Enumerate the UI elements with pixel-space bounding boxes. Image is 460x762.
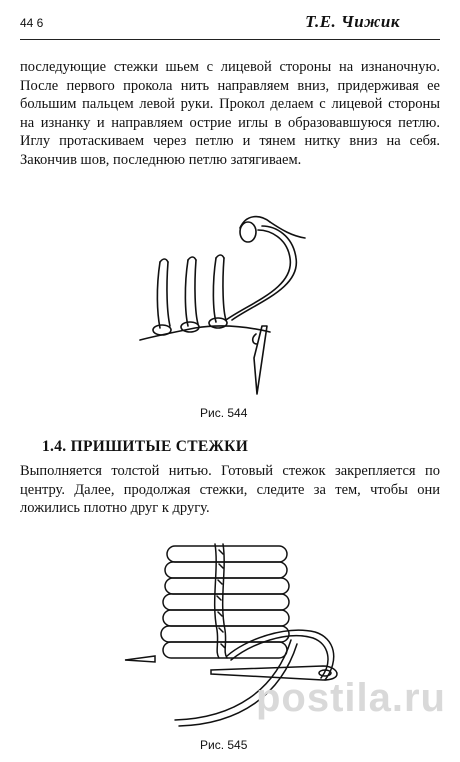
section-heading: 1.4. ПРИШИТЫЕ СТЕЖКИ [42, 438, 249, 455]
figure-544-illustration [120, 208, 320, 408]
page-number: 44 6 [20, 16, 44, 30]
watermark: postila.ru [255, 676, 446, 720]
body-paragraph-2: Выполняется толстой нитью. Готовый стежок закрепляется по центру. Далее, продолжая стежки, следите за тем, чтобы они ложились плотно друг к другу. [20, 463, 440, 516]
page-header [20, 10, 440, 38]
figure-545-caption: Рис. 545 [200, 738, 248, 752]
figure-544-caption: Рис. 544 [200, 406, 248, 420]
running-title: Т.Е. Чижик [305, 12, 400, 31]
header-rule [20, 39, 440, 40]
body-paragraph-1: последующие стежки шьем с лицевой стороны на изнаночную. После первого прокола нить направляем вниз, придерживая ее большим пальцем левой руки. Прокол делаем с лицевой стороны на изнанку и направляем острие иглы в образовавшуюся петлю. Иглу протаскиваем через петлю и тянем нитку вниз на себя. Закончив шов, последнюю петлю затягиваем. [20, 59, 440, 168]
